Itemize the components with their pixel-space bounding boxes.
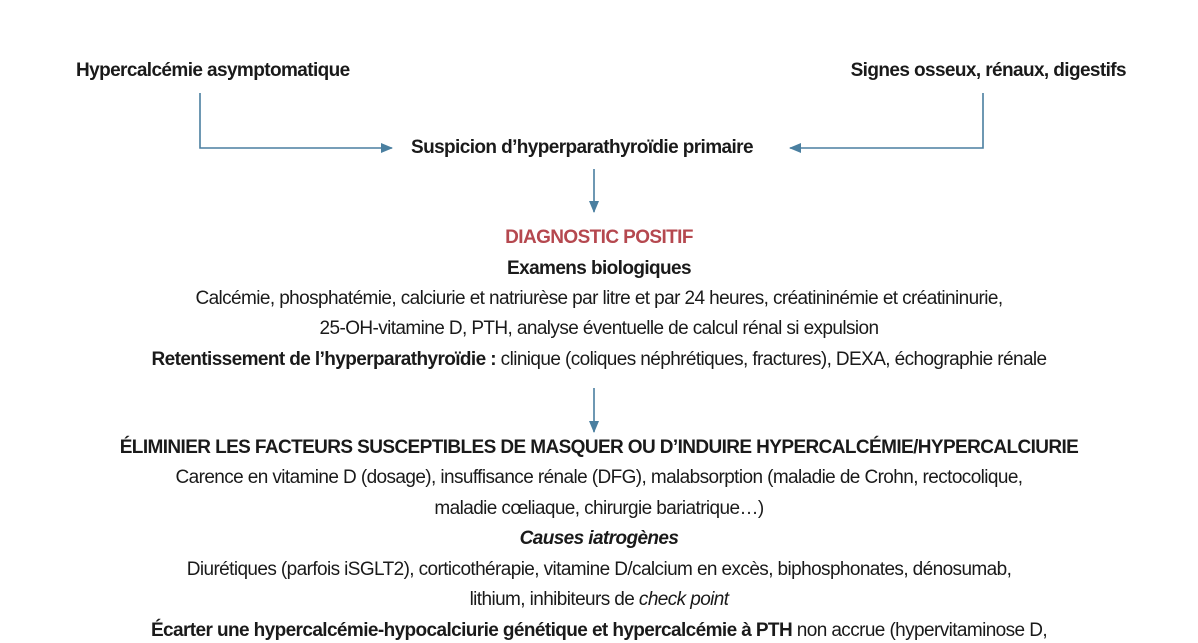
diagnostic-line-3 (0, 348, 1198, 372)
eliminer-line-1: Carence en vitamine D (dosage), insuffisance rénale (DFG), malabsorption (maladie de Crohn, rectocolique, (175, 467, 1023, 488)
diagnostic-subtitle: Examens biologiques (507, 258, 691, 279)
ecarter-bold: Écarter une hypercalcémie-hypocalciurie génétique et hypercalcémie à PTH (150, 620, 793, 641)
diagnostic-line-1: Calcémie, phosphatémie, calciurie et natriurèse par litre et par 24 heures, créatininémie et créatininurie, (195, 288, 1003, 309)
ecarter-rest: non accrue (hypervitaminose D, (792, 620, 1047, 641)
iatrogenes-title: Causes iatrogènes (519, 528, 679, 549)
retentissement-text: clinique (coliques néphrétiques, fractures), DEXA, échographie rénale (496, 349, 1047, 370)
iatrogenes-line-2 (0, 588, 1198, 612)
node-suspicion: Suspicion d’hyperparathyroïdie primaire (411, 137, 753, 158)
retentissement-label: Retentissement de l’hyperparathyroïdie : (151, 349, 496, 370)
eliminer-line-2: maladie cœliaque, chirurgie bariatrique…) (434, 498, 764, 519)
eliminer-title: ÉLIMINIER LES FACTEURS SUSCEPTIBLES DE MASQUER OU D’INDUIRE HYPERCALCÉMIE/HYPERCALCIURIE (119, 437, 1079, 458)
iatrogenes-line-2-text: lithium, inhibiteurs de (469, 589, 639, 610)
diagnostic-title: DIAGNOSTIC POSITIF (505, 227, 693, 248)
node-hypercalcemie-asymptomatique: Hypercalcémie asymptomatique (76, 60, 350, 81)
ecarter-line (0, 619, 1198, 643)
arrow-left-to-suspicion (200, 93, 392, 148)
arrow-right-to-suspicion (790, 93, 983, 148)
check-point-text: check point (638, 589, 729, 610)
diagnostic-line-2: 25-OH-vitamine D, PTH, analyse éventuelle de calcul rénal si expulsion (319, 318, 879, 339)
iatrogenes-line-1: Diurétiques (parfois iSGLT2), corticothérapie, vitamine D/calcium en excès, biphosphonates, dénosumab, (186, 559, 1012, 580)
node-signes-osseux: Signes osseux, rénaux, digestifs (850, 60, 1126, 81)
